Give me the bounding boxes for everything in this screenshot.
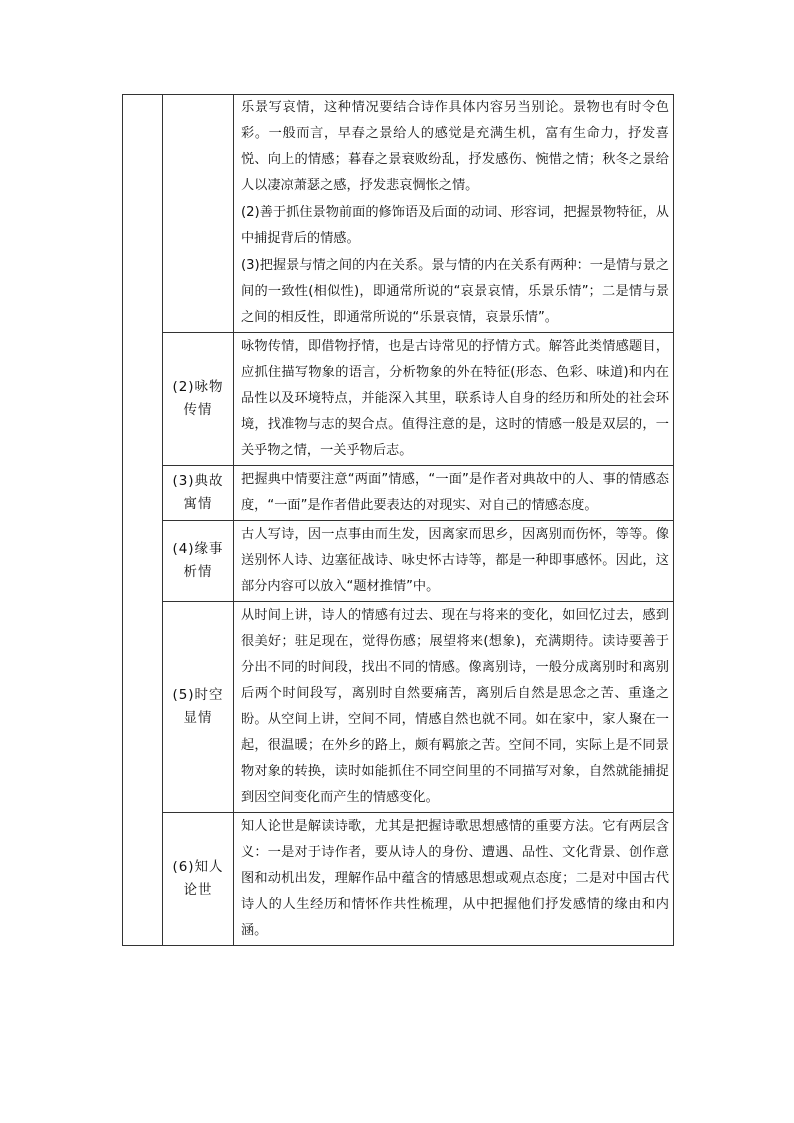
- paragraph: 乐景写哀情，这种情况要结合诗作具体内容另当别论。景物也有时令色彩。一般而言，早春之景给人的感觉是充满生机，富有生命力，抒发喜悦、向上的情感；暮春之景衰败纷乱，抒发感伤、惋惜之情；秋冬之景给人以凄凉萧瑟之感，抒发悲哀惆怅之情。: [241, 100, 669, 193]
- content-table: [122, 94, 674, 946]
- table-row: [123, 333, 674, 466]
- paragraph: (2)善于抓住景物前面的修饰语及后面的动词、形容词，把握景物特征，从中捕捉背后的情感。: [241, 205, 669, 246]
- label-line: 传情: [183, 402, 213, 418]
- label-line: (6)知人: [172, 859, 224, 875]
- table-row: [123, 521, 674, 602]
- label-line: 寓情: [183, 496, 213, 512]
- label-cell-empty: [163, 95, 234, 333]
- label-line: (5)时空: [172, 687, 224, 703]
- label-line: (2)咏物: [172, 379, 224, 395]
- content-cell: [234, 813, 674, 946]
- table-row: [123, 602, 674, 813]
- label-cell: [163, 602, 234, 813]
- label-cell: [163, 466, 234, 521]
- paragraph: 古人写诗，因一点事由而生发，因离家而思乡，因离别而伤怀，等等。像送别怀人诗、边塞征战诗、咏史怀古诗等，都是一种即事感怀。因此，这部分内容可以放入“题材推情”中。: [241, 527, 669, 594]
- content-cell: [234, 521, 674, 602]
- content-cell: [234, 95, 674, 333]
- label-line: 析情: [183, 564, 213, 580]
- paragraph: 从时间上讲，诗人的情感有过去、现在与将来的变化，如回忆过去，感到很美好；驻足现在，觉得伤感；展望将来(想象)，充满期待。读诗要善于分出不同的时间段，找出不同的情感。像离别诗，一般分成离别时和离别后两个时间段写，离别时自然要痛苦，离别后自然是思念之苦、重逢之盼。从空间上讲，空间不同，情感自然也就不同。如在家中，家人聚在一起，很温暖；在外乡的路上，颇有羁旅之苦。空间不同，实际上是不同景物对象的转换，读时如能抓住不同空间里的不同描写对象，自然就能捕捉到因空间变化而产生的情感变化。: [241, 608, 669, 805]
- label-line: (3)典故: [172, 473, 224, 489]
- label-line: 显情: [183, 710, 213, 726]
- outer-empty-cell: [123, 95, 163, 946]
- label-line: 论世: [183, 882, 213, 898]
- label-line: (4)缘事: [172, 541, 224, 557]
- paragraph: 咏物传情，即借物抒情，也是古诗常见的抒情方式。解答此类情感题目，应抓住描写物象的语言，分析物象的外在特征(形态、色彩、味道)和内在品性以及环境特点，并能深入其里，联系诗人自身的经历和所处的社会环境，找准物与志的契合点。值得注意的是，这时的情感一般是双层的，一关乎物之情，一关乎物后志。: [241, 339, 669, 458]
- paragraph: (3)把握景与情之间的内在关系。景与情的内在关系有两种：一是情与景之间的一致性(相似性)，即通常所说的“哀景哀情，乐景乐情”；二是情与景之间的相反性，即通常所说的“乐景哀情，哀景乐情”。: [241, 258, 669, 325]
- label-cell: [163, 333, 234, 466]
- table-row: [123, 95, 674, 333]
- paragraph: 把握典中情要注意“两面”情感，“一面”是作者对典故中的人、事的情感态度，“一面”是作者借此要表达的对现实、对自己的情感态度。: [241, 472, 669, 513]
- content-cell: [234, 466, 674, 521]
- label-cell: [163, 521, 234, 602]
- label-cell: [163, 813, 234, 946]
- content-cell: [234, 333, 674, 466]
- paragraph: 知人论世是解读诗歌，尤其是把握诗歌思想感情的重要方法。它有两层含义：一是对于诗作者，要从诗人的身份、遭遇、品性、文化背景、创作意图和动机出发，理解作品中蕴含的情感思想或观点态度；二是对中国古代诗人的人生经历和情怀作共性梳理，从中把握他们抒发感情的缘由和内涵。: [241, 819, 669, 938]
- table-row: [123, 466, 674, 521]
- content-cell: [234, 602, 674, 813]
- table-row: [123, 813, 674, 946]
